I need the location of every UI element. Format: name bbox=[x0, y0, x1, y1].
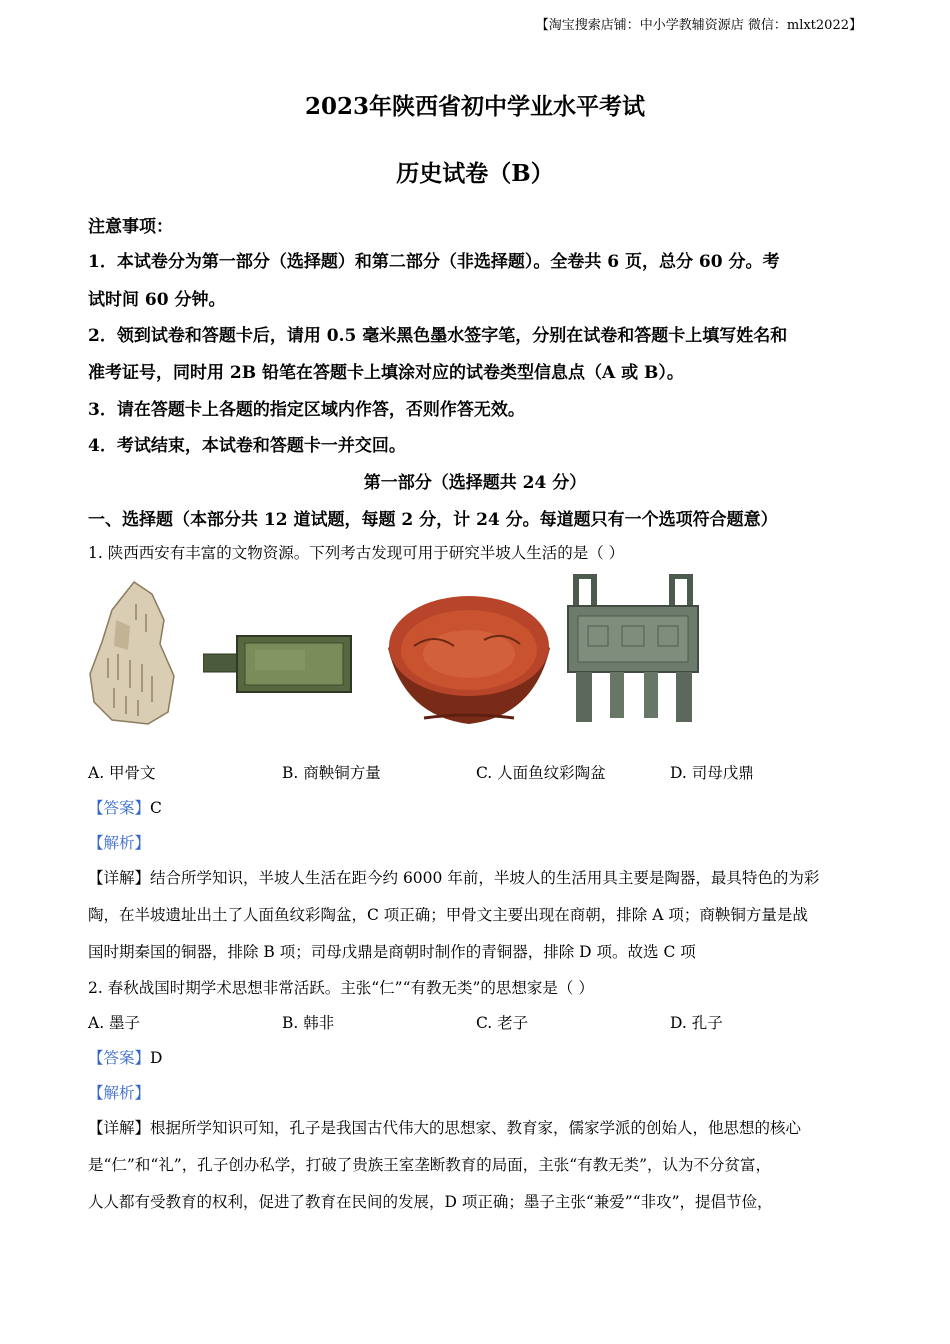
note-3: 3．请在答题卡上各题的指定区域内作答，否则作答无效。 bbox=[88, 400, 525, 420]
q2-answer-value: D bbox=[150, 1049, 163, 1067]
q2-detail-tag: 【详解】 bbox=[88, 1119, 151, 1137]
q2-option-c: C. 老子 bbox=[476, 1014, 529, 1032]
q2-detail-line-1 bbox=[88, 1116, 801, 1138]
q1-answer bbox=[88, 796, 162, 818]
part1-title: 第一部分（选择题共 24 分） bbox=[363, 473, 587, 493]
q2-stem: 2. 春秋战国时期学术思想非常活跃。主张“仁”“有教无类”的思想家是（ ） bbox=[88, 979, 594, 997]
q1-answer-value: C bbox=[150, 799, 162, 817]
header-note: 【淘宝搜索店铺：中小学教辅资源店 微信：mlxt2022】 bbox=[535, 18, 862, 33]
q1-stem: 1. 陕西西安有丰富的文物资源。下列考古发现可用于研究半坡人生活的是（ ） bbox=[88, 544, 625, 562]
note-2-line-1: 2．领到试卷和答题卡后，请用 0.5 毫米黑色墨水签字笔，分别在试卷和答题卡上填写姓名和 bbox=[88, 326, 788, 346]
note-1-line-2: 试时间 60 分钟。 bbox=[88, 290, 226, 310]
q2-answer-tag: 【答案】 bbox=[88, 1049, 151, 1067]
q2-option-b: B. 韩非 bbox=[282, 1014, 335, 1032]
q1-option-d: D. 司母戊鼎 bbox=[670, 764, 754, 782]
exam-subtitle: 历史试卷（B） bbox=[396, 160, 554, 187]
q2-answer bbox=[88, 1046, 162, 1068]
notes-heading: 注意事项： bbox=[88, 217, 173, 237]
bronze-measure-image bbox=[203, 634, 353, 694]
q1-detail-text-1: 结合所学知识，半坡人生活在距今约 6000 年前，半坡人的生活用具主要是陶器，最具特色的为彩 bbox=[150, 869, 820, 887]
q1-answer-tag: 【答案】 bbox=[88, 799, 151, 817]
q2-option-d: D. 孔子 bbox=[670, 1014, 723, 1032]
painted-pottery-basin-image bbox=[384, 588, 554, 728]
q2-detail-line-3: 人人都有受教育的权利，促进了教育在民间的发展，D 项正确；墨子主张“兼爱”“非攻”，提倡节俭， bbox=[88, 1193, 773, 1211]
q2-detail-text-1: 根据所学知识可知，孔子是我国古代伟大的思想家、教育家，儒家学派的创始人，他思想的核心 bbox=[150, 1119, 802, 1137]
q1-detail-tag: 【详解】 bbox=[88, 869, 151, 887]
q1-option-c: C. 人面鱼纹彩陶盆 bbox=[476, 764, 606, 782]
q2-analysis-tag: 【解析】 bbox=[88, 1084, 151, 1102]
exam-title: 2023年陕西省初中学业水平考试 bbox=[304, 93, 645, 120]
note-1-line-1: 1．本试卷分为第一部分（选择题）和第二部分（非选择题）。全卷共 6 页，总分 60 分。考 bbox=[88, 252, 780, 272]
q1-option-a: A. 甲骨文 bbox=[88, 764, 156, 782]
section1-title: 一、选择题（本部分共 12 道试题，每题 2 分，计 24 分。每道题只有一个选项符合题意） bbox=[88, 510, 778, 530]
q1-detail-line-3: 国时期秦国的铜器，排除 B 项；司母戊鼎是商朝时制作的青铜器，排除 D 项。故选 C 项 bbox=[88, 943, 696, 961]
q1-analysis-tag: 【解析】 bbox=[88, 834, 151, 852]
q1-detail-line-1 bbox=[88, 866, 819, 888]
q1-option-b: B. 商鞅铜方量 bbox=[282, 764, 381, 782]
oracle-bone-image bbox=[86, 580, 178, 725]
q1-detail-line-2: 陶，在半坡遗址出土了人面鱼纹彩陶盆，C 项正确；甲骨文主要出现在商朝，排除 A 项；商鞅铜方量是战 bbox=[88, 906, 808, 924]
q2-detail-line-2: 是“仁”和“礼”，孔子创办私学，打破了贵族王室垄断教育的局面，主张“有教无类”，认为不分贫富， bbox=[88, 1156, 772, 1174]
note-4: 4．考试结束，本试卷和答题卡一并交回。 bbox=[88, 436, 406, 456]
q2-option-a: A. 墨子 bbox=[88, 1014, 141, 1032]
note-2-line-2: 准考证号，同时用 2B 铅笔在答题卡上填涂对应的试卷类型信息点（A 或 B）。 bbox=[88, 363, 684, 383]
simuwu-ding-image bbox=[564, 574, 702, 724]
